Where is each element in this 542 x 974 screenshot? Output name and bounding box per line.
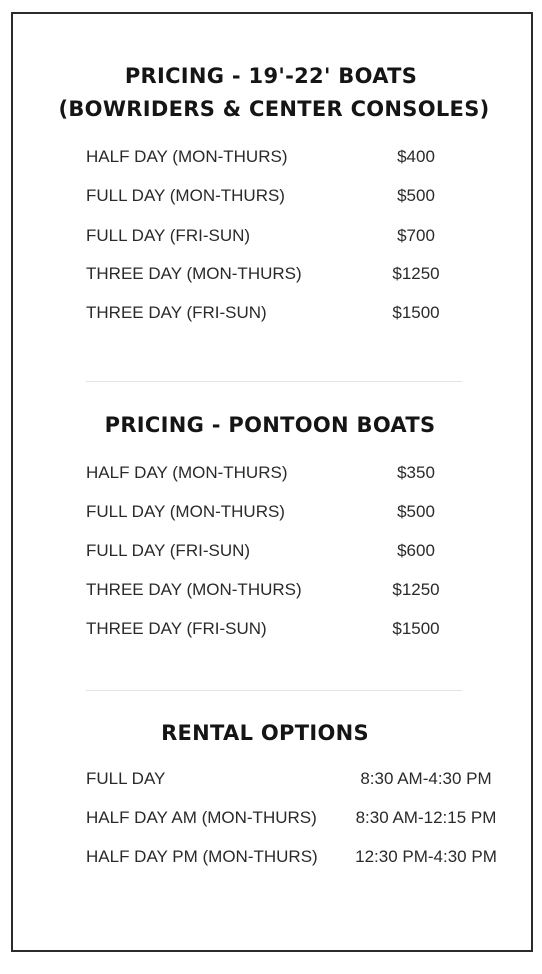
price-row-value: $350 — [397, 463, 435, 482]
price-row-value: $700 — [397, 226, 435, 245]
price-row-label: THREE DAY (FRI-SUN) — [86, 619, 267, 638]
price-row-label: THREE DAY (MON-THURS) — [86, 264, 302, 283]
section-title-pontoon: PRICING - PONTOON BOATS — [104, 413, 436, 437]
price-row-label: FULL DAY (MON-THURS) — [86, 502, 285, 521]
price-row-value: $1250 — [392, 264, 440, 283]
price-row-label: FULL DAY (FRI-SUN) — [86, 226, 251, 245]
price-row-value: $1500 — [392, 303, 440, 322]
price-row-label: THREE DAY (FRI-SUN) — [86, 303, 267, 322]
section-title-boats-line-2: (BOWRIDERS & CENTER CONSOLES) — [58, 97, 490, 121]
price-row-value: $600 — [397, 541, 435, 560]
rental-option-label: FULL DAY — [86, 769, 166, 788]
rental-option-time: 8:30 AM-12:15 PM — [355, 808, 497, 827]
section-divider — [86, 381, 462, 382]
price-row-value: $400 — [397, 147, 435, 166]
price-row-label: THREE DAY (MON-THURS) — [86, 580, 302, 599]
price-row-value: $1500 — [392, 619, 440, 638]
rental-option-label: HALF DAY AM (MON-THURS) — [86, 808, 317, 827]
price-row-value: $500 — [397, 186, 435, 205]
price-row-label: HALF DAY (MON-THURS) — [86, 463, 288, 482]
price-row-value: $1250 — [392, 580, 440, 599]
rental-option-time: 8:30 AM-4:30 PM — [360, 769, 492, 788]
price-row-label: FULL DAY (MON-THURS) — [86, 186, 285, 205]
price-row-value: $500 — [397, 502, 435, 521]
section-title-boats-line-1: PRICING - 19'-22' BOATS — [124, 64, 418, 88]
rental-option-label: HALF DAY PM (MON-THURS) — [86, 847, 318, 866]
section-title-rental-options: RENTAL OPTIONS — [161, 721, 369, 745]
section-divider — [86, 690, 462, 691]
price-row-label: FULL DAY (FRI-SUN) — [86, 541, 251, 560]
rental-option-time: 12:30 PM-4:30 PM — [355, 847, 497, 866]
price-row-label: HALF DAY (MON-THURS) — [86, 147, 288, 166]
